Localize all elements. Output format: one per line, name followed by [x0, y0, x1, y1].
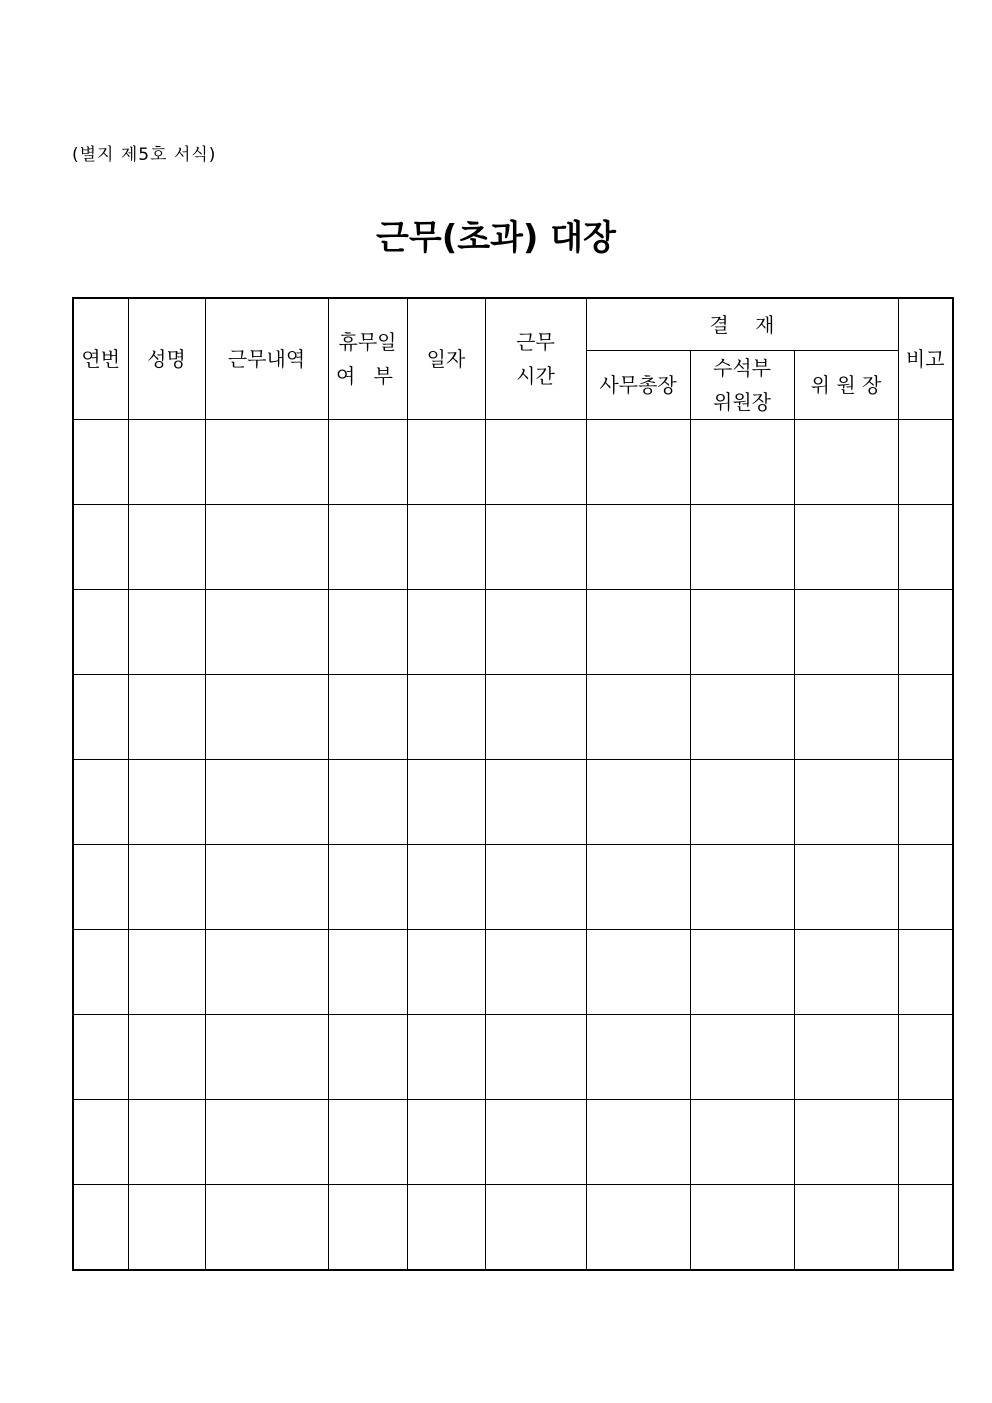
- cell-work-time[interactable]: [485, 590, 586, 675]
- cell-remarks[interactable]: [898, 420, 953, 505]
- cell-approval-sg[interactable]: [586, 760, 690, 845]
- header-work-time-line1: 근무: [516, 330, 555, 354]
- cell-name[interactable]: [128, 420, 205, 505]
- page-title: 근무(초과) 대장: [376, 218, 616, 258]
- cell-approval-sg[interactable]: [586, 845, 690, 930]
- cell-date[interactable]: [407, 1185, 485, 1271]
- cell-work-time[interactable]: [485, 1185, 586, 1271]
- cell-name[interactable]: [128, 590, 205, 675]
- header-holiday-line2: 여 부: [336, 364, 399, 388]
- header-approval-vice-chair: [690, 351, 794, 420]
- cell-approval-sg[interactable]: [586, 675, 690, 760]
- cell-work-time[interactable]: [485, 1100, 586, 1185]
- cell-approval-vice[interactable]: [690, 930, 794, 1015]
- cell-serial[interactable]: [73, 420, 128, 505]
- cell-work-details[interactable]: [205, 590, 328, 675]
- cell-approval-chair[interactable]: [794, 930, 898, 1015]
- cell-name[interactable]: [128, 1100, 205, 1185]
- cell-date[interactable]: [407, 590, 485, 675]
- cell-name[interactable]: [128, 845, 205, 930]
- cell-approval-vice[interactable]: [690, 1015, 794, 1100]
- header-remarks: 비고: [898, 298, 953, 420]
- cell-work-time[interactable]: [485, 675, 586, 760]
- form-label: (별지 제5호 서식): [72, 145, 217, 165]
- cell-approval-sg[interactable]: [586, 930, 690, 1015]
- cell-remarks[interactable]: [898, 675, 953, 760]
- cell-serial[interactable]: [73, 930, 128, 1015]
- cell-approval-sg[interactable]: [586, 420, 690, 505]
- cell-date[interactable]: [407, 930, 485, 1015]
- cell-holiday[interactable]: [328, 505, 407, 590]
- table-row: [73, 1015, 953, 1100]
- cell-holiday[interactable]: [328, 590, 407, 675]
- cell-date[interactable]: [407, 1100, 485, 1185]
- cell-holiday[interactable]: [328, 420, 407, 505]
- cell-approval-chair[interactable]: [794, 845, 898, 930]
- cell-holiday[interactable]: [328, 930, 407, 1015]
- table-row: [73, 760, 953, 845]
- cell-work-details[interactable]: [205, 1185, 328, 1271]
- cell-remarks[interactable]: [898, 1185, 953, 1271]
- cell-serial[interactable]: [73, 845, 128, 930]
- header-work-time: [485, 298, 586, 420]
- cell-date[interactable]: [407, 1015, 485, 1100]
- cell-remarks[interactable]: [898, 505, 953, 590]
- cell-approval-sg[interactable]: [586, 590, 690, 675]
- cell-work-details[interactable]: [205, 675, 328, 760]
- cell-remarks[interactable]: [898, 845, 953, 930]
- cell-approval-chair[interactable]: [794, 420, 898, 505]
- cell-work-details[interactable]: [205, 1015, 328, 1100]
- cell-work-time[interactable]: [485, 845, 586, 930]
- cell-approval-vice[interactable]: [690, 760, 794, 845]
- cell-remarks[interactable]: [898, 930, 953, 1015]
- header-approval: 결 재: [586, 298, 898, 351]
- cell-work-time[interactable]: [485, 930, 586, 1015]
- cell-date[interactable]: [407, 420, 485, 505]
- cell-name[interactable]: [128, 1185, 205, 1271]
- cell-remarks[interactable]: [898, 1100, 953, 1185]
- table-row: [73, 590, 953, 675]
- cell-approval-chair[interactable]: [794, 675, 898, 760]
- cell-name[interactable]: [128, 675, 205, 760]
- cell-approval-chair[interactable]: [794, 1015, 898, 1100]
- cell-serial[interactable]: [73, 590, 128, 675]
- header-name: 성명: [128, 298, 205, 420]
- table-row: [73, 420, 953, 505]
- cell-date[interactable]: [407, 505, 485, 590]
- cell-remarks[interactable]: [898, 590, 953, 675]
- header-vice-line1: 수석부: [713, 356, 771, 380]
- cell-work-details[interactable]: [205, 420, 328, 505]
- cell-approval-vice[interactable]: [690, 590, 794, 675]
- cell-approval-vice[interactable]: [690, 420, 794, 505]
- cell-name[interactable]: [128, 760, 205, 845]
- cell-approval-sg[interactable]: [586, 1100, 690, 1185]
- cell-work-time[interactable]: [485, 1015, 586, 1100]
- cell-work-details[interactable]: [205, 760, 328, 845]
- cell-serial[interactable]: [73, 1015, 128, 1100]
- cell-approval-chair[interactable]: [794, 1100, 898, 1185]
- cell-holiday[interactable]: [328, 760, 407, 845]
- cell-work-time[interactable]: [485, 420, 586, 505]
- table-row: [73, 930, 953, 1015]
- table-row: [73, 845, 953, 930]
- header-serial: 연번: [73, 298, 128, 420]
- cell-work-details[interactable]: [205, 845, 328, 930]
- cell-date[interactable]: [407, 760, 485, 845]
- cell-work-details[interactable]: [205, 505, 328, 590]
- cell-approval-chair[interactable]: [794, 505, 898, 590]
- cell-work-time[interactable]: [485, 505, 586, 590]
- cell-approval-sg[interactable]: [586, 505, 690, 590]
- cell-approval-chair[interactable]: [794, 760, 898, 845]
- cell-name[interactable]: [128, 505, 205, 590]
- header-work-details: 근무내역: [205, 298, 328, 420]
- cell-holiday[interactable]: [328, 675, 407, 760]
- cell-approval-sg[interactable]: [586, 1185, 690, 1271]
- cell-holiday[interactable]: [328, 845, 407, 930]
- cell-work-details[interactable]: [205, 930, 328, 1015]
- cell-approval-vice[interactable]: [690, 505, 794, 590]
- cell-date[interactable]: [407, 845, 485, 930]
- header-holiday-line1: 휴무일: [338, 330, 397, 354]
- table-row: [73, 1185, 953, 1271]
- header-date: 일자: [407, 298, 485, 420]
- cell-holiday[interactable]: [328, 1100, 407, 1185]
- cell-name[interactable]: [128, 1015, 205, 1100]
- cell-serial[interactable]: [73, 505, 128, 590]
- header-approval-chair: 위 원 장: [794, 351, 898, 420]
- cell-remarks[interactable]: [898, 760, 953, 845]
- cell-serial[interactable]: [73, 675, 128, 760]
- cell-approval-vice[interactable]: [690, 1185, 794, 1271]
- table-row: [73, 1100, 953, 1185]
- cell-approval-chair[interactable]: [794, 590, 898, 675]
- header-work-time-line2: 시간: [516, 364, 555, 388]
- overtime-ledger-table: [72, 297, 954, 1271]
- cell-work-time[interactable]: [485, 760, 586, 845]
- cell-date[interactable]: [407, 675, 485, 760]
- cell-holiday[interactable]: [328, 1185, 407, 1271]
- cell-holiday[interactable]: [328, 1015, 407, 1100]
- cell-approval-chair[interactable]: [794, 1185, 898, 1271]
- cell-name[interactable]: [128, 930, 205, 1015]
- cell-approval-vice[interactable]: [690, 675, 794, 760]
- cell-remarks[interactable]: [898, 1015, 953, 1100]
- cell-serial[interactable]: [73, 760, 128, 845]
- cell-approval-vice[interactable]: [690, 1100, 794, 1185]
- cell-serial[interactable]: [73, 1185, 128, 1271]
- header-vice-line2: 위원장: [713, 390, 771, 414]
- cell-serial[interactable]: [73, 1100, 128, 1185]
- cell-work-details[interactable]: [205, 1100, 328, 1185]
- header-approval-secretary-general: 사무총장: [586, 351, 690, 420]
- header-holiday: [328, 298, 407, 420]
- table-row: [73, 675, 953, 760]
- cell-approval-vice[interactable]: [690, 845, 794, 930]
- header-row: [73, 298, 953, 351]
- cell-approval-sg[interactable]: [586, 1015, 690, 1100]
- table-row: [73, 505, 953, 590]
